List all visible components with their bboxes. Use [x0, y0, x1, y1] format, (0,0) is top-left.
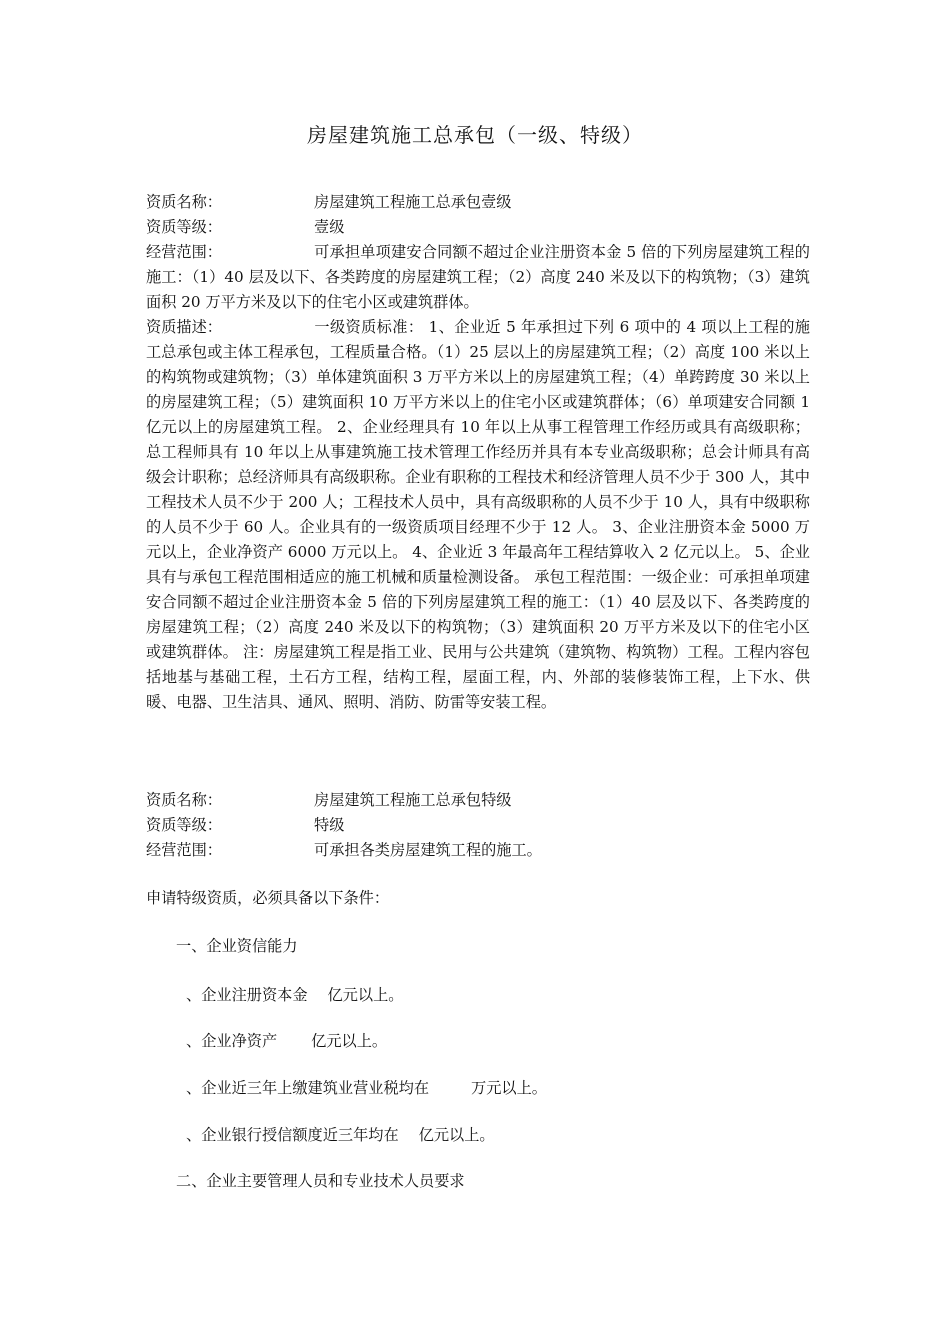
business-scope-row — [146, 838, 810, 863]
condition-bank-credit — [186, 1123, 495, 1148]
heading-personnel-requirements: 二、企业主要管理人员和专业技术人员要求 — [176, 1172, 465, 1190]
qualification-level-one — [146, 190, 810, 715]
qualification-description-paragraph — [146, 315, 810, 715]
qualification-special-grade — [146, 788, 810, 863]
conditions-intro: 申请特级资质，必须具备以下条件： — [146, 889, 389, 907]
condition-text: 、企业近三年上缴建筑业营业税均在 — [186, 1079, 429, 1097]
heading-credit-capacity: 一、企业资信能力 — [176, 937, 298, 955]
condition-unit: 亿元以上。 — [311, 1032, 388, 1050]
condition-net-assets — [186, 1029, 387, 1054]
condition-unit: 亿元以上。 — [327, 986, 404, 1004]
document-title: 房屋建筑施工总承包（一级、特级） — [307, 123, 643, 147]
qualification-level-value: 特级 — [314, 816, 345, 834]
condition-unit: 万元以上。 — [471, 1079, 547, 1097]
business-scope-value: 可承担各类房屋建筑工程的施工。 — [314, 841, 542, 859]
qualification-level-label: 资质等级： — [146, 816, 222, 834]
qualification-name-value: 房屋建筑工程施工总承包特级 — [314, 791, 512, 809]
condition-text: 、企业银行授信额度近三年均在 — [186, 1126, 399, 1144]
qualification-description-text: 一级资质标准： 1、企业近 5 年承担过下列 6 项中的 4 项以上工程的施工总承包或主体工程承包，工程质量合格。（1）25 层以上的房屋建筑工程；（2）高度 100 米以上的构筑物或建筑物；（3）单体建筑面积 3 万平方米以上的房屋建筑工程；（4）单跨跨度 30 米以上的房屋建筑工程；（5）建筑面积 10 万平方米以上的住宅小区或建筑群体；（6）单项建安合同额 1 亿元以上的房屋建筑工程。 2、企业经理具有 10 年以上从事工程管理工作经历或具有高级职称；总工程师具有 10 年以上从事建筑施工技术管理工作经历并具有本专业高级职称；总会计师具有高级会计职称；总经济师具有高级职称。企业有职称的工程技术和经济管理人员不少于 300 人，其中工程技术人员不少于 200 人；工程技术人员中，具有高级职称的人员不少于 10 人，具有中级职称的人员不少于 60 人。企业具有的一级资质项目经理不少于 12 人。 3、企业注册资本金 5000 万元以上，企业净资产 6000 万元以上。 4、企业近 3 年最高年工程结算收入 2 亿元以上。 5、企业具有与承包工程范围相适应的施工机械和质量检测设备。 承包工程范围：一级企业：可承担单项建安合同额不超过企业注册资本金 5 倍的下列房屋建筑工程的施工：（1）40 层及以下、各类跨度的房屋建筑工程；（2）高度 240 米及以下的构筑物；（3）建筑面积 20 万平方米及以下的住宅小区或建筑群体。 注：房屋建筑工程是指工业、民用与公共建筑（建筑物、构筑物）工程。工程内容包括地基与基础工程，土石方工程，结构工程，屋面工程，内、外部的装修装饰工程，上下水、供暖、电器、卫生洁具、通风、照明、消防、防雷等安装工程。 — [146, 318, 810, 711]
qualification-name-label: 资质名称： — [146, 193, 222, 211]
condition-registered-capital — [186, 983, 403, 1008]
condition-text: 、企业净资产 — [186, 1032, 278, 1050]
business-scope-text: 可承担单项建安合同额不超过企业注册资本金 5 倍的下列房屋建筑工程的施工：（1）40 层及以下、各类跨度的房屋建筑工程；（2）高度 240 米及以下的构筑物；（3）建筑面积 20 万平方米及以下的住宅小区或建筑群体。 — [146, 243, 810, 311]
qualification-level-row — [146, 813, 810, 838]
qualification-name-row — [146, 190, 810, 215]
business-scope-label: 经营范围： — [146, 841, 222, 859]
condition-text: 、企业注册资本金 — [186, 986, 308, 1004]
qualification-name-value: 房屋建筑工程施工总承包壹级 — [314, 193, 512, 211]
qualification-description-label: 资质描述： — [146, 318, 222, 336]
qualification-level-row — [146, 215, 810, 240]
condition-unit: 亿元以上。 — [418, 1126, 495, 1144]
business-scope-paragraph — [146, 240, 810, 315]
condition-business-tax — [186, 1076, 547, 1101]
business-scope-label: 经营范围： — [146, 243, 222, 261]
qualification-name-row — [146, 788, 810, 813]
qualification-level-value: 壹级 — [314, 218, 345, 236]
qualification-name-label: 资质名称： — [146, 791, 222, 809]
qualification-level-label: 资质等级： — [146, 218, 222, 236]
